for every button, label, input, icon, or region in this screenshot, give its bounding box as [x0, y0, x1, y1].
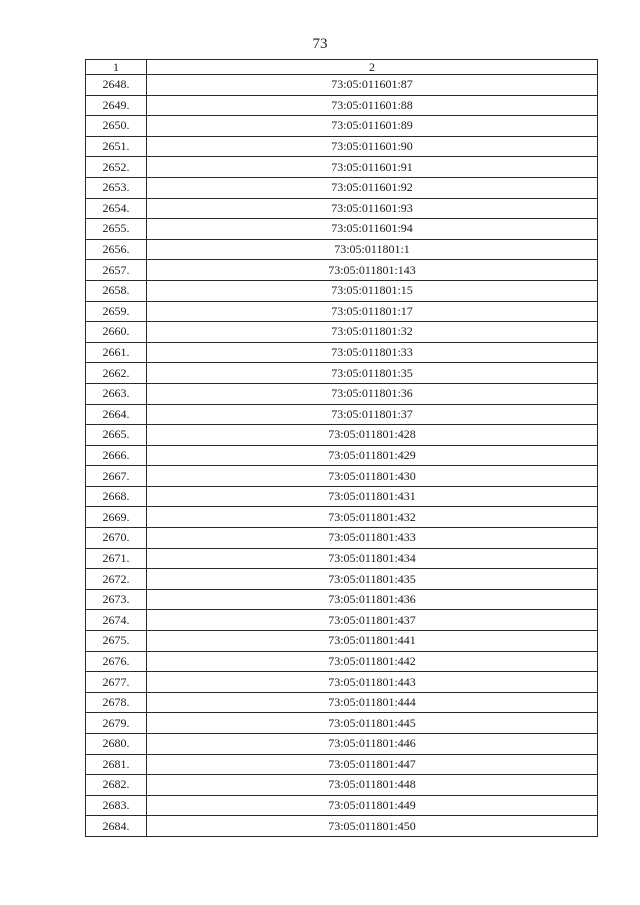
- cadastral-number-cell: 73:05:011601:91: [147, 157, 598, 178]
- row-number-cell: 2678.: [86, 692, 147, 713]
- table-row: [86, 95, 598, 116]
- table-row: [86, 322, 598, 343]
- cadastral-number-cell: 73:05:011801:429: [147, 445, 598, 466]
- cadastral-number-cell: 73:05:011801:450: [147, 816, 598, 837]
- row-number-cell: 2660.: [86, 322, 147, 343]
- row-number-cell: 2682.: [86, 775, 147, 796]
- cadastral-number-cell: 73:05:011801:32: [147, 322, 598, 343]
- table-row: [86, 610, 598, 631]
- cadastral-number-cell: 73:05:011801:436: [147, 589, 598, 610]
- table-row: [86, 136, 598, 157]
- row-number-cell: 2669.: [86, 507, 147, 528]
- cadastral-number-cell: 73:05:011601:88: [147, 95, 598, 116]
- table-row: [86, 651, 598, 672]
- cadastral-number-cell: 73:05:011801:33: [147, 342, 598, 363]
- row-number-cell: 2655.: [86, 219, 147, 240]
- table-row: [86, 383, 598, 404]
- cadastral-number-cell: 73:05:011801:433: [147, 528, 598, 549]
- cadastral-number-cell: 73:05:011801:432: [147, 507, 598, 528]
- row-number-cell: 2671.: [86, 548, 147, 569]
- row-number-cell: 2679.: [86, 713, 147, 734]
- cadastral-number-cell: 73:05:011801:428: [147, 425, 598, 446]
- row-number-cell: 2683.: [86, 795, 147, 816]
- table-header-row: [86, 60, 598, 75]
- cadastral-number-cell: 73:05:011801:435: [147, 569, 598, 590]
- row-number-cell: 2653.: [86, 177, 147, 198]
- row-number-cell: 2681.: [86, 754, 147, 775]
- cadastral-number-cell: 73:05:011801:447: [147, 754, 598, 775]
- row-number-cell: 2673.: [86, 589, 147, 610]
- row-number-cell: 2663.: [86, 383, 147, 404]
- table-row: [86, 219, 598, 240]
- column-header-2: 2: [147, 60, 598, 75]
- table-body: [86, 75, 598, 837]
- row-number-cell: 2662.: [86, 363, 147, 384]
- row-number-cell: 2658.: [86, 280, 147, 301]
- cadastral-number-table: [85, 59, 598, 837]
- table-row: [86, 404, 598, 425]
- table-row: [86, 713, 598, 734]
- table-row: [86, 116, 598, 137]
- cadastral-number-cell: 73:05:011801:437: [147, 610, 598, 631]
- table-row: [86, 280, 598, 301]
- cadastral-number-cell: 73:05:011801:17: [147, 301, 598, 322]
- cadastral-number-cell: 73:05:011601:94: [147, 219, 598, 240]
- row-number-cell: 2684.: [86, 816, 147, 837]
- table-row: [86, 425, 598, 446]
- row-number-cell: 2649.: [86, 95, 147, 116]
- page-number: 73: [312, 36, 328, 52]
- table-row: [86, 692, 598, 713]
- cadastral-number-cell: 73:05:011801:1: [147, 239, 598, 260]
- row-number-cell: 2651.: [86, 136, 147, 157]
- cadastral-number-cell: 73:05:011801:445: [147, 713, 598, 734]
- table-row: [86, 363, 598, 384]
- row-number-cell: 2666.: [86, 445, 147, 466]
- row-number-cell: 2650.: [86, 116, 147, 137]
- cadastral-number-cell: 73:05:011801:15: [147, 280, 598, 301]
- row-number-cell: 2677.: [86, 672, 147, 693]
- cadastral-number-cell: 73:05:011801:448: [147, 775, 598, 796]
- cadastral-number-cell: 73:05:011601:92: [147, 177, 598, 198]
- table-row: [86, 569, 598, 590]
- table-row: [86, 260, 598, 281]
- row-number-cell: 2654.: [86, 198, 147, 219]
- row-number-cell: 2672.: [86, 569, 147, 590]
- column-header-1: 1: [86, 60, 147, 75]
- row-number-cell: 2664.: [86, 404, 147, 425]
- cadastral-number-cell: 73:05:011801:431: [147, 486, 598, 507]
- row-number-cell: 2680.: [86, 734, 147, 755]
- row-number-cell: 2665.: [86, 425, 147, 446]
- cadastral-number-cell: 73:05:011801:444: [147, 692, 598, 713]
- row-number-cell: 2648.: [86, 75, 147, 96]
- table-row: [86, 548, 598, 569]
- cadastral-number-cell: 73:05:011601:90: [147, 136, 598, 157]
- table-row: [86, 198, 598, 219]
- cadastral-number-cell: 73:05:011801:441: [147, 631, 598, 652]
- cadastral-number-cell: 73:05:011801:35: [147, 363, 598, 384]
- table-row: [86, 507, 598, 528]
- row-number-cell: 2668.: [86, 486, 147, 507]
- row-number-cell: 2676.: [86, 651, 147, 672]
- cadastral-number-cell: 73:05:011801:443: [147, 672, 598, 693]
- table-row: [86, 775, 598, 796]
- row-number-cell: 2659.: [86, 301, 147, 322]
- cadastral-number-cell: 73:05:011801:37: [147, 404, 598, 425]
- row-number-cell: 2657.: [86, 260, 147, 281]
- cadastral-number-cell: 73:05:011801:143: [147, 260, 598, 281]
- table-row: [86, 342, 598, 363]
- table-row: [86, 528, 598, 549]
- table-row: [86, 445, 598, 466]
- row-number-cell: 2675.: [86, 631, 147, 652]
- cadastral-number-cell: 73:05:011601:87: [147, 75, 598, 96]
- row-number-cell: 2667.: [86, 466, 147, 487]
- cadastral-number-cell: 73:05:011801:446: [147, 734, 598, 755]
- row-number-cell: 2652.: [86, 157, 147, 178]
- table-row: [86, 631, 598, 652]
- cadastral-number-cell: 73:05:011601:89: [147, 116, 598, 137]
- row-number-cell: 2656.: [86, 239, 147, 260]
- table-row: [86, 795, 598, 816]
- table-row: [86, 239, 598, 260]
- table-row: [86, 672, 598, 693]
- cadastral-number-cell: 73:05:011801:449: [147, 795, 598, 816]
- row-number-cell: 2661.: [86, 342, 147, 363]
- table-row: [86, 734, 598, 755]
- table-row: [86, 466, 598, 487]
- table-row: [86, 589, 598, 610]
- cadastral-number-cell: 73:05:011801:442: [147, 651, 598, 672]
- table-row: [86, 75, 598, 96]
- table-row: [86, 754, 598, 775]
- cadastral-number-cell: 73:05:011801:434: [147, 548, 598, 569]
- cadastral-number-cell: 73:05:011601:93: [147, 198, 598, 219]
- row-number-cell: 2674.: [86, 610, 147, 631]
- table-row: [86, 486, 598, 507]
- cadastral-number-cell: 73:05:011801:430: [147, 466, 598, 487]
- table-row: [86, 157, 598, 178]
- table-row: [86, 177, 598, 198]
- row-number-cell: 2670.: [86, 528, 147, 549]
- cadastral-number-cell: 73:05:011801:36: [147, 383, 598, 404]
- table-row: [86, 301, 598, 322]
- table-row: [86, 816, 598, 837]
